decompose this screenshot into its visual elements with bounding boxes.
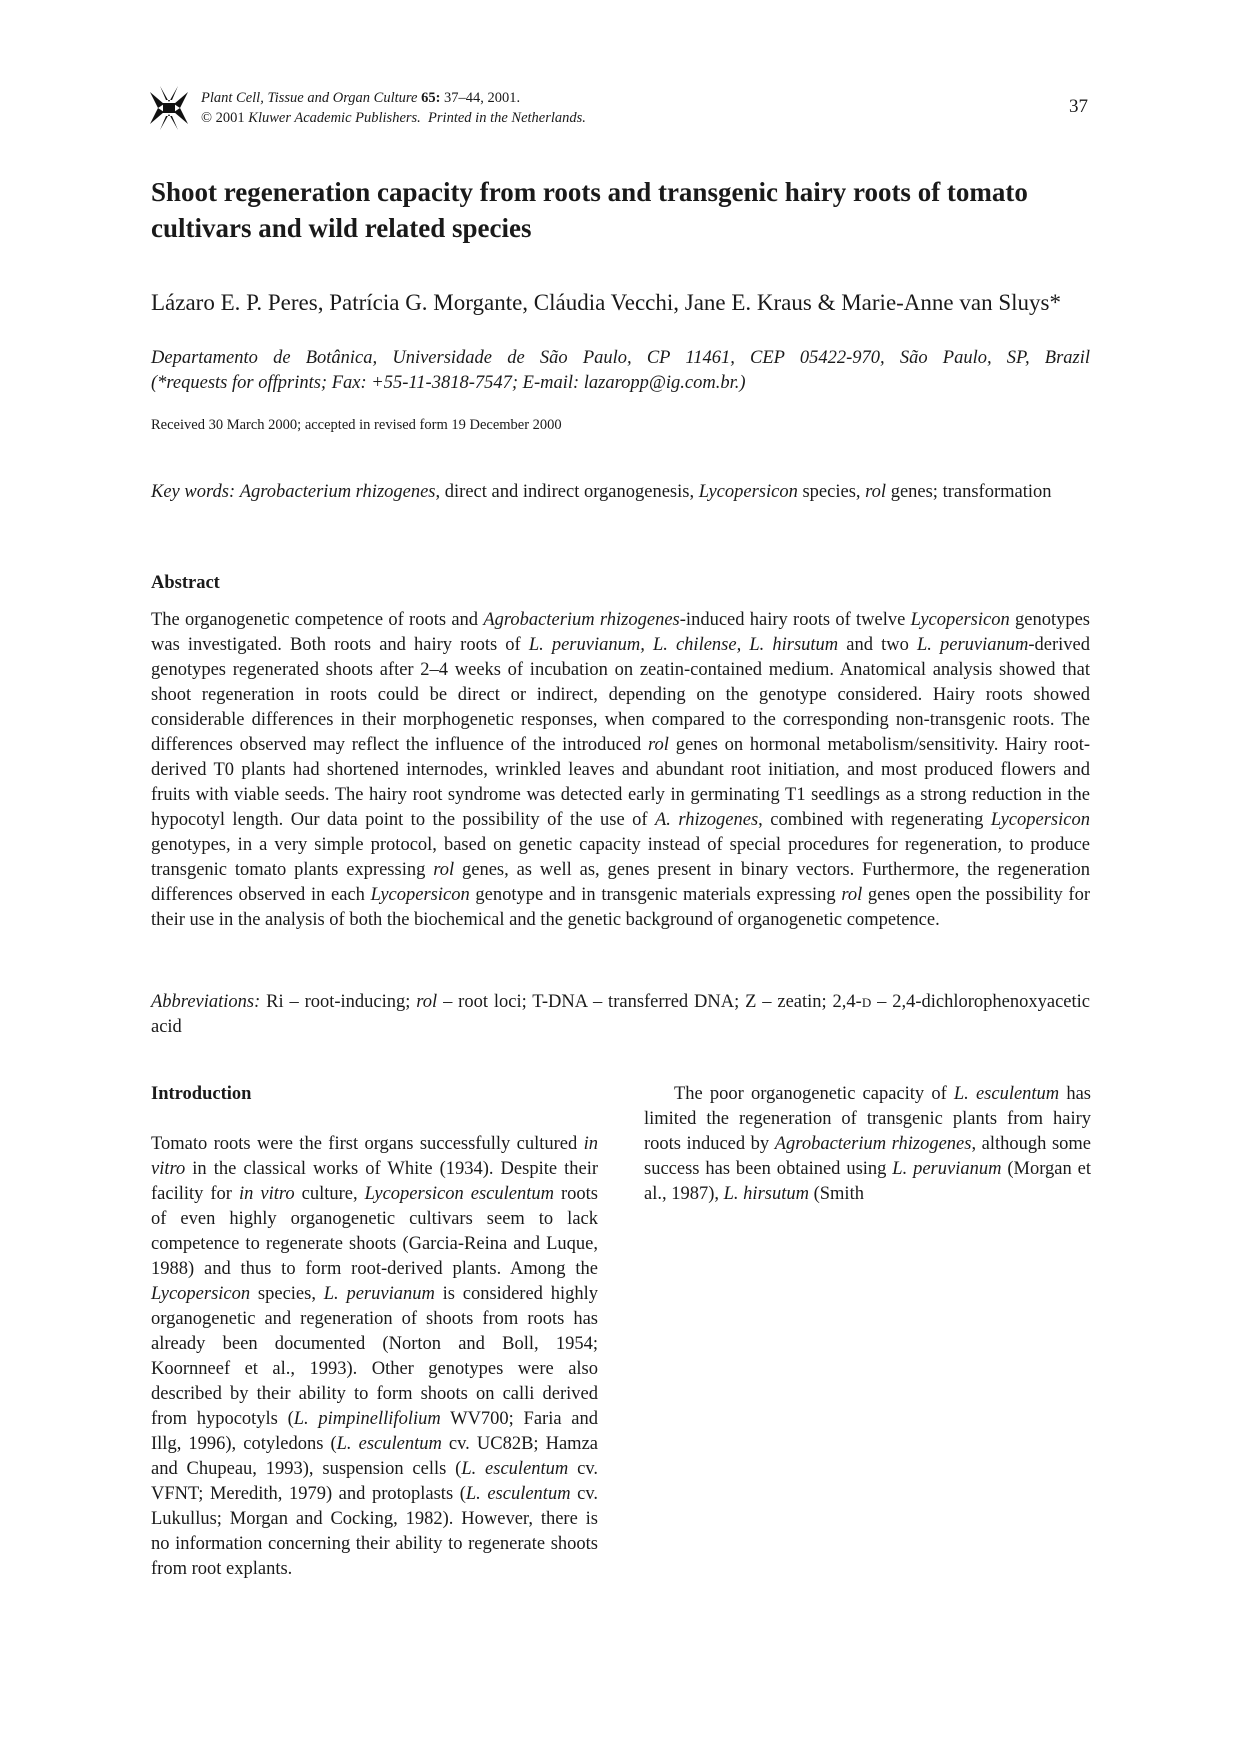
abstract-run: -induced hairy roots of twelve — [679, 610, 911, 630]
abstract-run: genotype and in transgenic materials expressing — [469, 885, 842, 905]
abstract-heading: Abstract — [151, 573, 220, 593]
author-list: Lázaro E. P. Peres, Patrícia G. Morgante, Cláudia Vecchi, Jane E. Kraus & Marie-Anne van Sluys* — [151, 290, 1061, 315]
keywords-label: Key words: — [151, 482, 236, 502]
abbreviation-run: Ri – root-inducing; — [260, 992, 417, 1012]
affiliation — [151, 346, 1090, 396]
intro-run: L. esculentum — [336, 1434, 442, 1454]
intro-run: species, — [250, 1284, 324, 1304]
abstract-run: The organogenetic competence of roots and — [151, 610, 484, 630]
abbreviation-run: d — [861, 992, 872, 1012]
intro-run: cv. VFNT; Meredith, 1979) and protoplasts ( — [151, 1459, 598, 1504]
abstract-run: rol — [433, 860, 455, 880]
page-number: 37 — [1069, 96, 1088, 117]
keyword-text: rol — [865, 482, 887, 502]
affiliation-contact: (*requests for offprints; Fax: +55-11-3818-7547; E-mail: lazaropp@ig.com.br.) — [151, 373, 746, 393]
journal-name: Plant Cell, Tissue and Organ Culture — [201, 90, 418, 106]
copyright-year: © 2001 — [201, 110, 245, 126]
keyword-text: Agrobacterium rhizogenes — [239, 482, 436, 502]
abstract-run: genes open the possibility for their use in the analysis of both the biochemical and the genetic background of organogenetic competence. — [151, 885, 1090, 930]
abstract-run: A. rhizogenes — [654, 810, 759, 830]
keyword-text: , direct and indirect organogenesis, — [435, 482, 699, 502]
abstract-run: and two — [838, 635, 917, 655]
journal-pages-year: 37–44, 2001. — [444, 90, 521, 106]
intro-column-right — [644, 1082, 1091, 1207]
abbreviations-label: Abbreviations: — [151, 992, 261, 1012]
intro-run: in vitro — [151, 1134, 598, 1179]
intro-run: Agrobacterium rhizogenes — [774, 1134, 972, 1154]
intro-run: cv. Lukullus; Morgan and Cocking, 1982). However, there is no information concerning their ability to regenerate shoots from root explants. — [151, 1484, 599, 1579]
abstract-run: rol — [841, 885, 863, 905]
intro-run: Lycopersicon — [151, 1284, 251, 1304]
intro-paragraph-2 — [644, 1082, 1091, 1207]
abstract-run: genes on hormonal metabolism/sensitivity. Hairy root-derived T0 plants had shortened internodes, wrinkled leaves and abundant root initiation, and most produced flowers and fruits with viable seeds. The hairy root syndrome was detected early in germinating T1 seedlings as a strong reduction in the hypocotyl length. Our data point to the possibility of the use of — [151, 735, 1091, 830]
introduction-heading: Introduction — [151, 1084, 252, 1104]
abstract-run: genotypes, in a very simple protocol, based on genetic capacity instead of special procedures for regeneration, to produce transgenic tomato plants expressing — [151, 835, 1090, 880]
intro-run: L. pimpinellifolium — [293, 1409, 441, 1429]
printed-location: Printed in the Netherlands. — [428, 110, 586, 126]
abstract-run: L. peruvianum, L. chilense, L. hirsutum — [528, 635, 839, 655]
publisher-logo-icon — [150, 86, 188, 130]
journal-citation — [201, 88, 586, 108]
article-title: Shoot regeneration capacity from roots and transgenic hairy roots of tomato cultivars and wild related species — [151, 177, 1028, 243]
intro-run: WV700; Faria and Illg, 1996), cotyledons ( — [151, 1409, 598, 1454]
affiliation-address: Departamento de Botânica, Universidade de São Paulo, CP 11461, CEP 05422-970, São Paulo, SP, Brazil — [151, 348, 1090, 368]
intro-run: roots of even highly organogenetic cultivars seem to lack competence to regenerate shoots (Garcia-Reina and Luque, 1988) and thus to form root-derived plants. Among the — [151, 1184, 598, 1279]
keywords — [151, 480, 1090, 505]
abstract-run: , combined with regenerating — [758, 810, 991, 830]
intro-paragraph-1-part-a — [151, 1132, 598, 1582]
intro-run: (Smith — [808, 1184, 864, 1204]
intro-run: L. peruvianum — [323, 1284, 435, 1304]
intro-column-left — [151, 1082, 598, 1582]
abstract-run: Lycopersicon — [370, 885, 470, 905]
keyword-text: genes; transformation — [886, 482, 1052, 502]
abstract-text — [151, 608, 1090, 933]
abbreviation-run: – 2,4-dichlorophenoxyacetic acid — [151, 992, 1090, 1037]
intro-run: cv. UC82B; Hamza and Chupeau, 1993), suspension cells ( — [151, 1434, 598, 1479]
intro-run: culture, — [294, 1184, 365, 1204]
abstract-run: Lycopersicon — [910, 610, 1010, 630]
intro-run: L. esculentum — [465, 1484, 571, 1504]
intro-run: Lycopersicon esculentum — [364, 1184, 554, 1204]
intro-run: , although some success has been obtained using — [644, 1134, 1092, 1179]
abstract-run: rol — [648, 735, 669, 755]
abstract-run: Lycopersicon — [990, 810, 1090, 830]
copyright-line — [201, 108, 586, 128]
abstract-run: L. peruvianum — [916, 635, 1029, 655]
publisher-name: Kluwer Academic Publishers. — [248, 110, 421, 126]
abbreviation-run: – root loci; T-DNA – transferred DNA; Z – zeatin; 2,4- — [437, 992, 862, 1012]
keyword-text: Lycopersicon — [698, 482, 798, 502]
abbreviation-run: rol — [416, 992, 438, 1012]
abbreviations — [151, 990, 1090, 1040]
intro-run: The poor organogenetic capacity of — [674, 1084, 954, 1104]
intro-run: Tomato roots were the first organs successfully cultured — [151, 1134, 584, 1154]
intro-run: in vitro — [238, 1184, 295, 1204]
intro-run: L. hirsutum — [723, 1184, 809, 1204]
abstract-run: -derived genotypes regenerated shoots after 2–4 weeks of incubation on zeatin-contained medium. Anatomical analysis showed that shoot regeneration in roots could be direct or indirect, depending on the genotype considered. Hairy roots showed considerable differences in their morphogenetic responses, when compared to the corresponding non-transgenic roots. The differences observed may reflect the influence of the introduced — [151, 635, 1091, 755]
keyword-text: species, — [797, 482, 866, 502]
journal-volume: 65: — [421, 90, 441, 106]
intro-run: L. esculentum — [461, 1459, 569, 1479]
received-dates: Received 30 March 2000; accepted in revised form 19 December 2000 — [151, 417, 562, 433]
intro-run: has limited the regeneration of transgenic plants from hairy roots induced by — [644, 1084, 1091, 1154]
abstract-run: genes, as well as, genes present in binary vectors. Furthermore, the regeneration differences observed in each — [151, 860, 1090, 905]
intro-run: is considered highly organogenetic and regeneration of shoots from roots has already been documented (Norton and Boll, 1954; Koornneef et al., 1993). Other genotypes were also described by their ability to form shoots on calli derived from hypocotyls ( — [151, 1284, 598, 1429]
intro-run: L. peruvianum — [892, 1159, 1002, 1179]
intro-run: (Morgan et al., 1987), — [644, 1159, 1092, 1204]
abstract-run: Agrobacterium rhizogenes — [483, 610, 680, 630]
intro-run: in the classical works of White (1934). Despite their facility for — [151, 1159, 598, 1204]
abstract-run: genotypes was investigated. Both roots and hairy roots of — [151, 610, 1091, 655]
journal-header — [201, 88, 586, 128]
intro-run: L. esculentum — [953, 1084, 1060, 1104]
